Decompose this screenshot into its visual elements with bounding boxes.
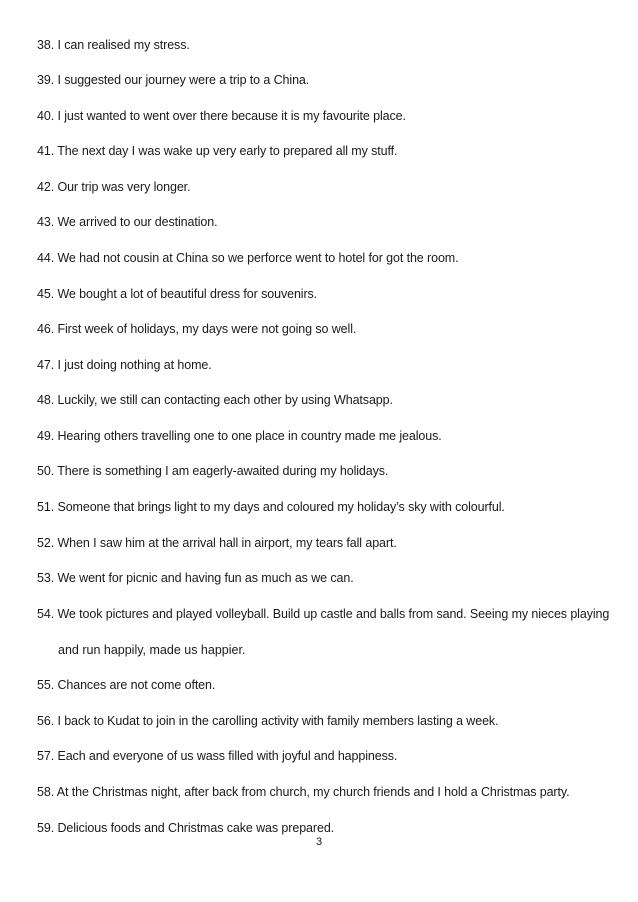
list-item-46: 46. First week of holidays, my days were not going so well. — [37, 322, 357, 336]
list-item-47: 47. I just doing nothing at home. — [37, 358, 212, 372]
list-item-42: 42. Our trip was very longer. — [37, 180, 191, 194]
list-item-49: 49. Hearing others travelling one to one place in country made me jealous. — [37, 429, 442, 443]
list-item-51: 51. Someone that brings light to my days and coloured my holiday’s sky with colourful. — [37, 500, 505, 514]
list-item-43: 43. We arrived to our destination. — [37, 215, 218, 229]
list-item-50: 50. There is something I am eagerly-awaited during my holidays. — [37, 464, 389, 478]
list-item-44: 44. We had not cousin at China so we perforce went to hotel for got the room. — [37, 251, 459, 265]
list-item-58: 58. At the Christmas night, after back from church, my church friends and I hold a Christmas party. — [37, 785, 570, 799]
list-item-53: 53. We went for picnic and having fun as much as we can. — [37, 571, 354, 585]
page-number: 3 — [315, 836, 323, 848]
list-item-55: 55. Chances are not come often. — [37, 678, 216, 692]
list-item-41: 41. The next day I was wake up very early to prepared all my stuff. — [37, 144, 398, 158]
list-item-54-continuation: and run happily, made us happier. — [58, 643, 246, 657]
list-item-54: 54. We took pictures and played volleyball. Build up castle and balls from sand. Seeing my nieces playing — [37, 607, 610, 621]
list-item-56: 56. I back to Kudat to join in the carolling activity with family members lasting a week. — [37, 714, 499, 728]
list-item-39: 39. I suggested our journey were a trip to a China. — [37, 73, 310, 87]
list-item-48: 48. Luckily, we still can contacting each other by using Whatsapp. — [37, 393, 393, 407]
list-item-40: 40. I just wanted to went over there because it is my favourite place. — [37, 109, 406, 123]
list-item-38: 38. I can realised my stress. — [37, 38, 190, 52]
list-item-57: 57. Each and everyone of us wass filled with joyful and happiness. — [37, 749, 398, 763]
list-item-45: 45. We bought a lot of beautiful dress for souvenirs. — [37, 287, 318, 301]
list-item-52: 52. When I saw him at the arrival hall in airport, my tears fall apart. — [37, 536, 397, 550]
list-item-59: 59. Delicious foods and Christmas cake was prepared. — [37, 821, 335, 835]
